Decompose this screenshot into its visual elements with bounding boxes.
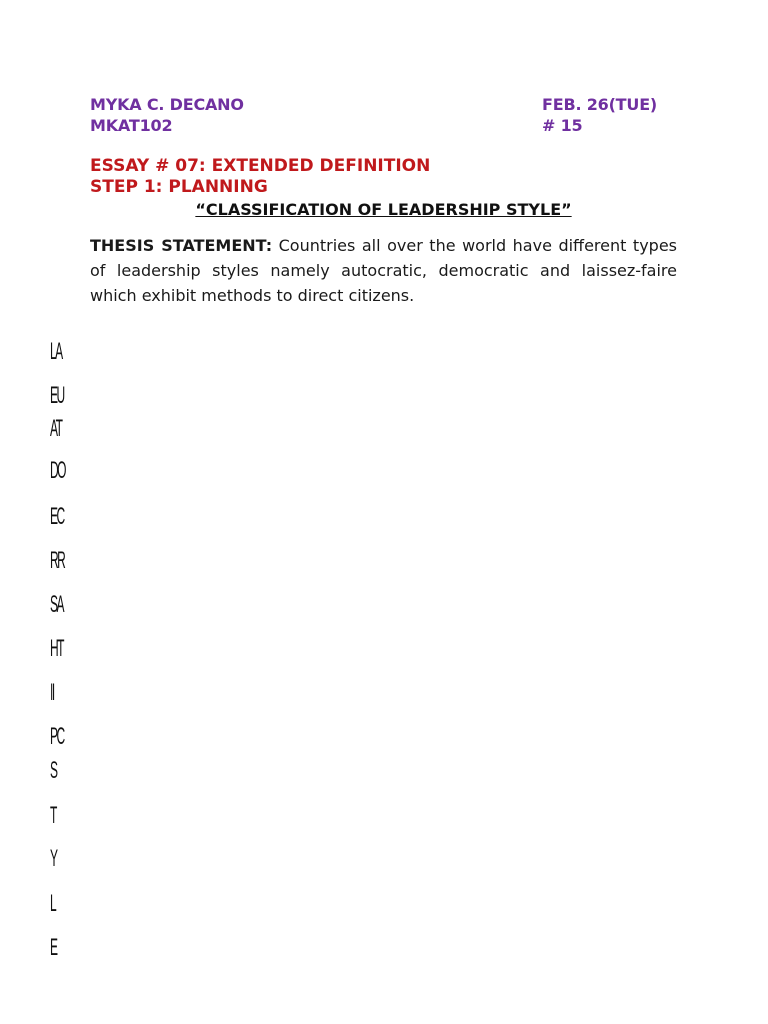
student-info	[90, 94, 244, 136]
student-name: MYKA C. DECANO	[90, 95, 244, 114]
thesis-label: THESIS STATEMENT:	[90, 236, 273, 255]
course-code: MKAT102	[90, 116, 173, 135]
vertical-letter: Y	[50, 845, 57, 872]
vertical-letter: S	[50, 757, 57, 784]
essay-number: # 15	[542, 116, 583, 135]
vertical-letter: AT	[50, 415, 62, 442]
vertical-letter: DO	[50, 457, 65, 484]
vertical-letter: L	[50, 890, 56, 917]
vertical-letter: EC	[50, 503, 64, 530]
vertical-letter: RR	[50, 547, 65, 574]
thesis-paragraph	[90, 233, 677, 308]
main-title: “CLASSIFICATION OF LEADERSHIP STYLE”	[195, 200, 572, 219]
vertical-letter: II	[50, 679, 54, 706]
vertical-letter: EU	[50, 382, 64, 409]
vertical-letter: PC	[50, 723, 64, 750]
vertical-letter: SA	[50, 591, 64, 618]
vertical-letter: LA	[50, 338, 62, 365]
date-label: FEB. 26(TUE)	[542, 95, 658, 114]
date-info	[542, 94, 657, 136]
vertical-letter: E	[50, 934, 57, 961]
vertical-letter: T	[50, 802, 56, 829]
thesis-text: Countries all over the world have different types of leadership styles namely autocratic, democratic and laissez-faire which exhibit methods to direct citizens.	[90, 236, 677, 305]
essay-title: ESSAY # 07: EXTENDED DEFINITION	[90, 156, 431, 176]
step-title: STEP 1: PLANNING	[90, 177, 268, 197]
vertical-letter: HT	[50, 635, 63, 662]
